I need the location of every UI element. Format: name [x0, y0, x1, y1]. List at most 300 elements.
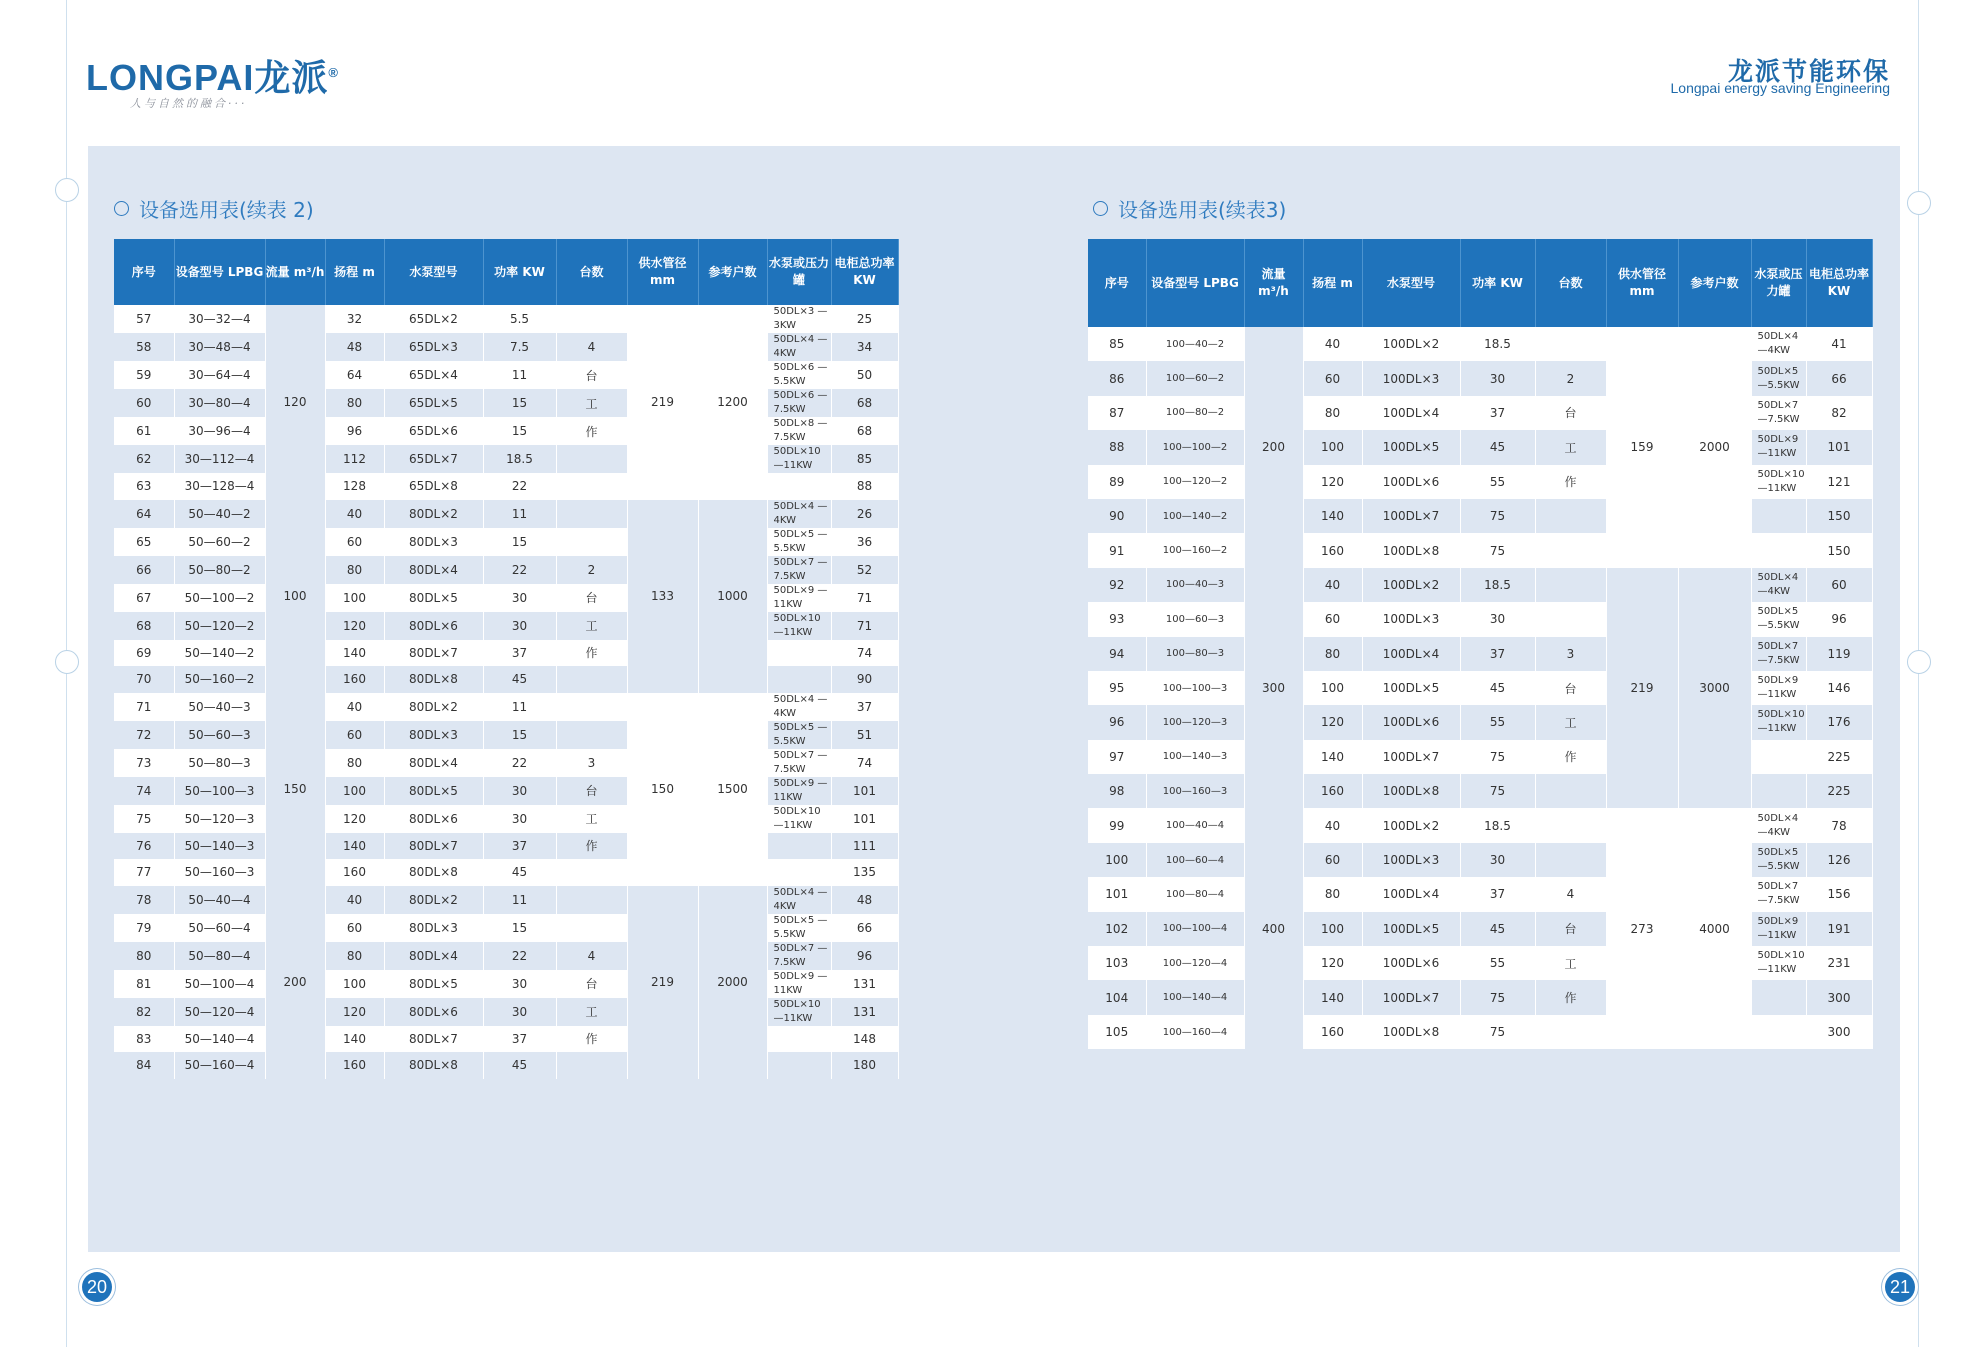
- cell-number: 86: [1088, 361, 1146, 395]
- cell-number: 58: [114, 333, 174, 361]
- cell-power: 30: [483, 970, 556, 998]
- table-row: [114, 333, 898, 361]
- cell-power: 37: [483, 640, 556, 667]
- table-row: [114, 805, 898, 833]
- binder-hole: [1907, 650, 1931, 674]
- cell-tank: 50DL×10 —11KW: [767, 445, 831, 473]
- cell-model: 50—140—3: [174, 833, 265, 860]
- cell-power: 75: [1460, 533, 1535, 567]
- cell-units: 工: [556, 612, 627, 640]
- cell-units: [1535, 774, 1606, 808]
- cell-head: 80: [1303, 637, 1362, 671]
- page-number-left: 20: [82, 1272, 112, 1302]
- cell-cabinet-power: 37: [831, 693, 898, 721]
- cell-power: 22: [483, 556, 556, 584]
- cell-power: 75: [1460, 499, 1535, 533]
- table-row: [1088, 396, 1872, 430]
- cell-head: 140: [1303, 980, 1362, 1014]
- cell-cabinet-power: 231: [1806, 946, 1872, 980]
- table-row: [1088, 361, 1872, 395]
- cell-cabinet-power: 225: [1806, 740, 1872, 774]
- cell-pump-model: 100DL×6: [1362, 946, 1460, 980]
- cell-power: 37: [483, 1026, 556, 1053]
- cell-model: 50—140—2: [174, 640, 265, 667]
- cell-cabinet-power: 34: [831, 333, 898, 361]
- cell-units: 作: [1535, 740, 1606, 774]
- cell-tank: 50DL×7 —7.5KW: [767, 556, 831, 584]
- cell-model: 100—100—3: [1146, 671, 1244, 705]
- cell-model: 50—160—2: [174, 666, 265, 693]
- cell-tank: [767, 1026, 831, 1053]
- cell-head: 140: [1303, 499, 1362, 533]
- cell-number: 104: [1088, 980, 1146, 1014]
- cell-model: 50—120—4: [174, 998, 265, 1026]
- binder-hole: [1907, 191, 1931, 215]
- cell-households: 3000: [1678, 568, 1751, 809]
- cell-tank: 50DL×9 —11KW: [1751, 671, 1806, 705]
- table-row: [1088, 774, 1872, 808]
- cell-model: 100—140—2: [1146, 499, 1244, 533]
- cell-flow: 300: [1244, 568, 1303, 809]
- cell-pump-model: 100DL×5: [1362, 912, 1460, 946]
- cell-tank: 50DL×6 —7.5KW: [767, 389, 831, 417]
- cell-cabinet-power: 150: [1806, 533, 1872, 567]
- cell-tank: 50DL×4 —4KW: [1751, 327, 1806, 361]
- cell-tank: 50DL×10 —11KW: [767, 612, 831, 640]
- cell-units: 台: [556, 361, 627, 389]
- cell-flow: 400: [1244, 808, 1303, 1049]
- cell-head: 80: [325, 942, 384, 970]
- cell-tank: [1751, 533, 1806, 567]
- cell-tank: [767, 1052, 831, 1079]
- cell-tank: 50DL×5 —5.5KW: [767, 914, 831, 942]
- cell-power: 37: [483, 833, 556, 860]
- cell-pump-model: 80DL×4: [384, 942, 483, 970]
- cell-pump-model: 100DL×5: [1362, 671, 1460, 705]
- column-header: 电柜总功率 KW: [1806, 239, 1872, 327]
- table-row: [114, 389, 898, 417]
- column-header: 序号: [114, 239, 174, 305]
- cell-cabinet-power: 41: [1806, 327, 1872, 361]
- cell-units: 台: [1535, 671, 1606, 705]
- cell-units: 作: [556, 640, 627, 667]
- cell-pump-model: 65DL×2: [384, 305, 483, 333]
- cell-number: 93: [1088, 602, 1146, 636]
- spec-table-left: [114, 239, 899, 1079]
- cell-number: 99: [1088, 808, 1146, 842]
- cell-tank: 50DL×8 —7.5KW: [767, 417, 831, 445]
- cell-cabinet-power: 71: [831, 612, 898, 640]
- cell-power: 45: [1460, 912, 1535, 946]
- cell-head: 120: [325, 612, 384, 640]
- cell-model: 50—60—3: [174, 721, 265, 749]
- cell-number: 63: [114, 473, 174, 500]
- column-header: 台数: [556, 239, 627, 305]
- cell-number: 75: [114, 805, 174, 833]
- cell-tank: 50DL×10 —11KW: [1751, 465, 1806, 499]
- column-header: 设备型号 LPBG: [174, 239, 265, 305]
- cell-head: 160: [325, 1052, 384, 1079]
- cell-pump-model: 80DL×6: [384, 998, 483, 1026]
- column-header: 水泵或压力罐: [1751, 239, 1806, 327]
- cell-number: 61: [114, 417, 174, 445]
- logo-slogan: 人与自然的融合···: [130, 97, 248, 110]
- cell-pump-model: 80DL×5: [384, 584, 483, 612]
- table-row: [1088, 1015, 1872, 1049]
- table-row: [114, 556, 898, 584]
- cell-tank: 50DL×5 —5.5KW: [1751, 602, 1806, 636]
- cell-cabinet-power: 51: [831, 721, 898, 749]
- cell-units: 台: [1535, 396, 1606, 430]
- cell-power: 22: [483, 942, 556, 970]
- column-header: 序号: [1088, 239, 1146, 327]
- cell-units: 作: [1535, 980, 1606, 1014]
- column-header: 电柜总功率 KW: [831, 239, 898, 305]
- table-row: [114, 305, 898, 333]
- cell-tank: [767, 640, 831, 667]
- logo: [86, 50, 339, 101]
- cell-model: 100—140—3: [1146, 740, 1244, 774]
- cell-units: 4: [556, 333, 627, 361]
- binder-hole: [55, 650, 79, 674]
- table-row: [114, 914, 898, 942]
- cell-units: 台: [1535, 912, 1606, 946]
- cell-pump-model: 80DL×3: [384, 914, 483, 942]
- cell-tank: 50DL×4 —4KW: [767, 333, 831, 361]
- cell-number: 85: [1088, 327, 1146, 361]
- cell-tank: 50DL×3 —3KW: [767, 305, 831, 333]
- cell-model: 50—40—4: [174, 886, 265, 914]
- table-row: [114, 859, 898, 886]
- cell-pipe-diameter: 219: [627, 886, 698, 1079]
- cell-head: 140: [325, 1026, 384, 1053]
- cell-units: 台: [556, 777, 627, 805]
- cell-power: 30: [483, 612, 556, 640]
- cell-tank: 50DL×4 —4KW: [1751, 808, 1806, 842]
- cell-units: 工: [1535, 946, 1606, 980]
- cell-model: 50—60—4: [174, 914, 265, 942]
- cell-power: 45: [483, 1052, 556, 1079]
- cell-units: 4: [556, 942, 627, 970]
- cell-head: 100: [325, 584, 384, 612]
- table-row: [114, 445, 898, 473]
- cell-pump-model: 100DL×4: [1362, 637, 1460, 671]
- cell-number: 97: [1088, 740, 1146, 774]
- cell-cabinet-power: 25: [831, 305, 898, 333]
- cell-number: 68: [114, 612, 174, 640]
- cell-power: 55: [1460, 705, 1535, 739]
- table-row: [114, 721, 898, 749]
- cell-pump-model: 80DL×8: [384, 1052, 483, 1079]
- cell-pump-model: 100DL×8: [1362, 1015, 1460, 1049]
- column-header: 参考户数: [698, 239, 767, 305]
- cell-head: 140: [325, 833, 384, 860]
- cell-head: 160: [325, 666, 384, 693]
- cell-power: 11: [483, 886, 556, 914]
- cell-number: 80: [114, 942, 174, 970]
- cell-units: [556, 721, 627, 749]
- cell-cabinet-power: 26: [831, 500, 898, 528]
- cell-households: 4000: [1678, 808, 1751, 1049]
- table-row: [114, 612, 898, 640]
- cell-households: 1000: [698, 500, 767, 693]
- cell-power: 30: [483, 584, 556, 612]
- cell-power: 11: [483, 361, 556, 389]
- cell-number: 71: [114, 693, 174, 721]
- cell-model: 100—100—4: [1146, 912, 1244, 946]
- spec-table-right: [1088, 239, 1873, 1049]
- cell-cabinet-power: 71: [831, 584, 898, 612]
- cell-number: 88: [1088, 430, 1146, 464]
- cell-pump-model: 80DL×2: [384, 693, 483, 721]
- cell-model: 100—120—3: [1146, 705, 1244, 739]
- cell-head: 40: [325, 693, 384, 721]
- cell-power: 37: [1460, 877, 1535, 911]
- cell-cabinet-power: 131: [831, 970, 898, 998]
- cell-pump-model: 100DL×7: [1362, 980, 1460, 1014]
- cell-power: 18.5: [1460, 568, 1535, 602]
- cell-cabinet-power: 146: [1806, 671, 1872, 705]
- table-row: [1088, 568, 1872, 602]
- cell-pump-model: 80DL×5: [384, 970, 483, 998]
- cell-power: 18.5: [1460, 327, 1535, 361]
- table-row: [114, 640, 898, 667]
- column-header: 水泵型号: [1362, 239, 1460, 327]
- cell-head: 100: [1303, 430, 1362, 464]
- cell-power: 55: [1460, 946, 1535, 980]
- cell-pump-model: 100DL×5: [1362, 430, 1460, 464]
- brand-name-cn: 龙派节能环保: [1727, 57, 1890, 86]
- cell-head: 64: [325, 361, 384, 389]
- cell-head: 60: [325, 721, 384, 749]
- table-row: [1088, 946, 1872, 980]
- left-table-title: [114, 194, 314, 223]
- cell-head: 60: [325, 914, 384, 942]
- cell-power: 30: [1460, 602, 1535, 636]
- cell-tank: 50DL×7 —7.5KW: [1751, 637, 1806, 671]
- cell-head: 60: [1303, 602, 1362, 636]
- cell-number: 73: [114, 749, 174, 777]
- cell-units: [1535, 602, 1606, 636]
- cell-power: 37: [1460, 396, 1535, 430]
- cell-model: 30—80—4: [174, 389, 265, 417]
- column-header: 供水管径 mm: [1606, 239, 1678, 327]
- cell-model: 30—64—4: [174, 361, 265, 389]
- cell-units: [556, 528, 627, 556]
- cell-model: 50—80—4: [174, 942, 265, 970]
- cell-power: 7.5: [483, 333, 556, 361]
- cell-model: 100—80—3: [1146, 637, 1244, 671]
- cell-units: 作: [556, 417, 627, 445]
- cell-cabinet-power: 36: [831, 528, 898, 556]
- right-table-title: [1093, 194, 1286, 223]
- cell-cabinet-power: 300: [1806, 980, 1872, 1014]
- cell-pump-model: 80DL×4: [384, 749, 483, 777]
- cell-tank: 50DL×7 —7.5KW: [767, 749, 831, 777]
- cell-units: 台: [556, 970, 627, 998]
- cell-tank: [1751, 1015, 1806, 1049]
- cell-head: 120: [1303, 705, 1362, 739]
- cell-flow: 200: [1244, 327, 1303, 568]
- cell-cabinet-power: 225: [1806, 774, 1872, 808]
- cell-head: 112: [325, 445, 384, 473]
- cell-head: 100: [325, 970, 384, 998]
- cell-head: 80: [1303, 877, 1362, 911]
- cell-pump-model: 100DL×6: [1362, 705, 1460, 739]
- cell-cabinet-power: 135: [831, 859, 898, 886]
- cell-number: 103: [1088, 946, 1146, 980]
- cell-head: 160: [325, 859, 384, 886]
- table-row: [1088, 637, 1872, 671]
- cell-power: 45: [483, 859, 556, 886]
- cell-power: 11: [483, 500, 556, 528]
- table-row: [1088, 499, 1872, 533]
- cell-cabinet-power: 156: [1806, 877, 1872, 911]
- cell-cabinet-power: 101: [831, 805, 898, 833]
- cell-units: 作: [556, 833, 627, 860]
- cell-power: 45: [1460, 671, 1535, 705]
- table-row: [114, 970, 898, 998]
- cell-head: 60: [1303, 361, 1362, 395]
- cell-cabinet-power: 96: [1806, 602, 1872, 636]
- table-row: [114, 500, 898, 528]
- cell-cabinet-power: 68: [831, 389, 898, 417]
- cell-power: 5.5: [483, 305, 556, 333]
- cell-pump-model: 65DL×3: [384, 333, 483, 361]
- table-row: [114, 886, 898, 914]
- cell-units: 台: [556, 584, 627, 612]
- cell-model: 100—40—3: [1146, 568, 1244, 602]
- column-header: 流量 m³/h: [1244, 239, 1303, 327]
- registered-mark: ®: [328, 65, 339, 80]
- cell-units: 2: [556, 556, 627, 584]
- cell-model: 100—160—3: [1146, 774, 1244, 808]
- cell-model: 50—80—2: [174, 556, 265, 584]
- cell-head: 40: [325, 500, 384, 528]
- cell-pump-model: 100DL×2: [1362, 568, 1460, 602]
- cell-tank: 50DL×9 —11KW: [767, 777, 831, 805]
- cell-head: 100: [1303, 912, 1362, 946]
- cell-model: 50—160—4: [174, 1052, 265, 1079]
- cell-cabinet-power: 50: [831, 361, 898, 389]
- cell-pump-model: 100DL×3: [1362, 843, 1460, 877]
- cell-head: 100: [1303, 671, 1362, 705]
- table-row: [1088, 912, 1872, 946]
- cell-pump-model: 80DL×2: [384, 886, 483, 914]
- cell-number: 84: [114, 1052, 174, 1079]
- table-row: [114, 473, 898, 500]
- cell-number: 98: [1088, 774, 1146, 808]
- cell-tank: 50DL×10 —11KW: [1751, 705, 1806, 739]
- cell-tank: 50DL×7 —7.5KW: [1751, 877, 1806, 911]
- column-header: 参考户数: [1678, 239, 1751, 327]
- cell-model: 100—160—4: [1146, 1015, 1244, 1049]
- cell-model: 50—100—2: [174, 584, 265, 612]
- cell-power: 75: [1460, 740, 1535, 774]
- cell-model: 100—100—2: [1146, 430, 1244, 464]
- cell-model: 50—160—3: [174, 859, 265, 886]
- bullet-circle-icon: [114, 201, 129, 216]
- cell-number: 105: [1088, 1015, 1146, 1049]
- cell-pipe-diameter: 219: [627, 305, 698, 500]
- cell-number: 74: [114, 777, 174, 805]
- cell-number: 102: [1088, 912, 1146, 946]
- cell-number: 87: [1088, 396, 1146, 430]
- cell-model: 100—40—2: [1146, 327, 1244, 361]
- cell-tank: 50DL×10 —11KW: [767, 805, 831, 833]
- cell-model: 100—60—3: [1146, 602, 1244, 636]
- cell-power: 18.5: [1460, 808, 1535, 842]
- cell-power: 75: [1460, 774, 1535, 808]
- cell-pump-model: 100DL×4: [1362, 877, 1460, 911]
- cell-head: 60: [1303, 843, 1362, 877]
- cell-power: 18.5: [483, 445, 556, 473]
- cell-number: 96: [1088, 705, 1146, 739]
- cell-model: 50—120—2: [174, 612, 265, 640]
- cell-number: 78: [114, 886, 174, 914]
- column-header: 功率 KW: [483, 239, 556, 305]
- table-row: [114, 1052, 898, 1079]
- cell-model: 50—140—4: [174, 1026, 265, 1053]
- cell-power: 30: [483, 805, 556, 833]
- cell-head: 120: [1303, 946, 1362, 980]
- cell-pipe-diameter: 159: [1606, 327, 1678, 568]
- cell-power: 55: [1460, 465, 1535, 499]
- cell-cabinet-power: 119: [1806, 637, 1872, 671]
- cell-head: 100: [325, 777, 384, 805]
- cell-head: 40: [1303, 568, 1362, 602]
- cell-model: 50—40—3: [174, 693, 265, 721]
- cell-tank: 50DL×6 —5.5KW: [767, 361, 831, 389]
- cell-model: 100—40—4: [1146, 808, 1244, 842]
- cell-units: 2: [1535, 361, 1606, 395]
- cell-head: 96: [325, 417, 384, 445]
- cell-number: 95: [1088, 671, 1146, 705]
- cell-flow: 150: [265, 693, 325, 886]
- cell-head: 40: [1303, 808, 1362, 842]
- cell-cabinet-power: 180: [831, 1052, 898, 1079]
- cell-pump-model: 100DL×6: [1362, 465, 1460, 499]
- cell-units: [556, 914, 627, 942]
- cell-tank: 50DL×5 —5.5KW: [767, 721, 831, 749]
- table-row: [114, 1026, 898, 1053]
- cell-head: 80: [325, 389, 384, 417]
- table-row: [1088, 843, 1872, 877]
- cell-units: [1535, 1015, 1606, 1049]
- table-row: [114, 833, 898, 860]
- cell-tank: [767, 833, 831, 860]
- cell-model: 100—60—2: [1146, 361, 1244, 395]
- cell-pump-model: 65DL×4: [384, 361, 483, 389]
- cell-flow: 100: [265, 500, 325, 693]
- cell-tank: 50DL×4 —4KW: [767, 886, 831, 914]
- cell-units: [556, 859, 627, 886]
- cell-model: 30—32—4: [174, 305, 265, 333]
- cell-model: 100—160—2: [1146, 533, 1244, 567]
- cell-power: 15: [483, 389, 556, 417]
- cell-model: 50—40—2: [174, 500, 265, 528]
- cell-power: 15: [483, 721, 556, 749]
- cell-number: 69: [114, 640, 174, 667]
- cell-number: 92: [1088, 568, 1146, 602]
- column-header: 供水管径 mm: [627, 239, 698, 305]
- cell-cabinet-power: 121: [1806, 465, 1872, 499]
- cell-power: 22: [483, 473, 556, 500]
- cell-tank: 50DL×10 —11KW: [767, 998, 831, 1026]
- cell-units: [1535, 327, 1606, 361]
- cell-head: 120: [325, 805, 384, 833]
- cell-pump-model: 100DL×2: [1362, 327, 1460, 361]
